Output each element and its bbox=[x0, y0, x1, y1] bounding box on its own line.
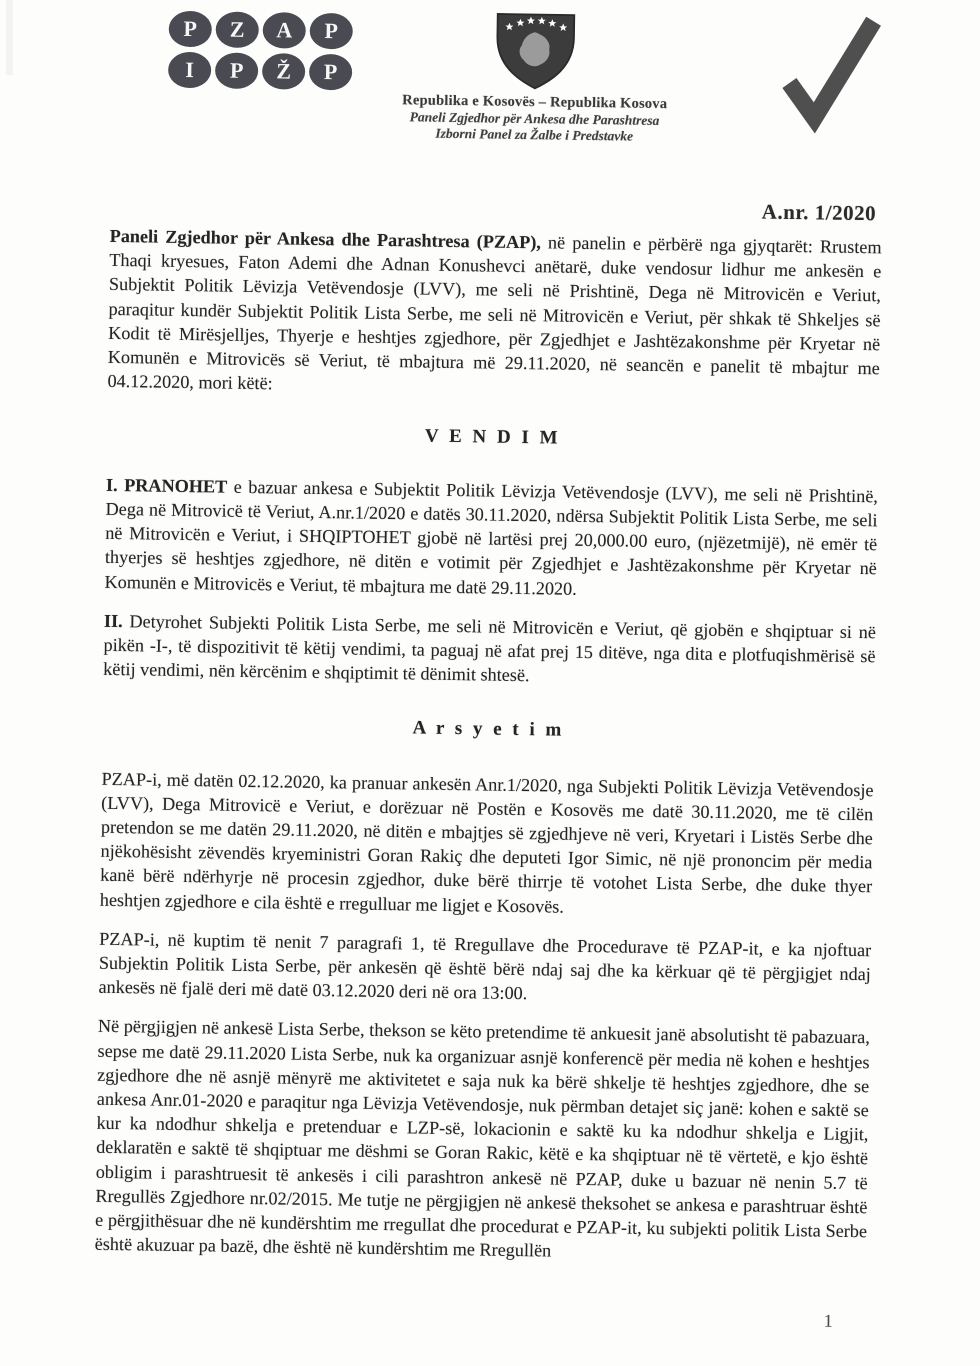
logo-letter: P bbox=[309, 13, 353, 50]
reasoning-heading: A r s y e t i m bbox=[412, 717, 565, 741]
reasoning-paragraph-2: PZAP-i, në kuptim të nenit 7 paragrafi 1, të Rregullave dhe Procedurave të PZAP-it, e ka njoftuar Subjektin Politik Lista Serbe, për ankesën që është bërë ndaj saj dhe ka kërkuar që të përgjigjet ndaj ankesës në fjalë deri më datë 03.12.2020 deri në ora 13:00. bbox=[98, 928, 872, 1004]
logo-letter: Ž bbox=[262, 53, 306, 90]
reasoning-paragraph-3: Në përgjigjen në ankesë Lista Serbe, thekson se këto pretendime të ankuesit janë absolutisht të pabazuara, sepse me datë 29.11.2020 Lista Serbe, nuk ka organizuar asnjë konferencë për media në kohen e heshtjes zgjedhore dhe në asnjë mënyrë me aktivitetet e saja nuk ka bërë shkelje të heshtjes zgjedhore, dhe se ankesa Anr.01-2020 e paraqitur nga Lëvizja Vetëvendosje, nuk përmban detajet siç janë: kohen e saktë se kur ka ndodhur shkelja e pretenduar e LZP-së, lokacionin e saktë ku ka ndodhur shkelja e Ligjit, deklaratën e saktë të shqiptuar me dëshmi se Goran Rakic, këtë e ka shqiptuar në të vërtetë, e kjo është obligim i parashtruesit të ankesës i cili parashtron ankesë në PZAP, duke u bazuar në nenin 5.7 të Rregullës Zgjedhore nr.02/2015. Me tutje ne përgjigjen në ankesë theksohet se ankesa e parashtruar është e përgjithësuar dhe në kundërshtim me rregullat dhe procedurat e PZAP-it, ku subjekti politik Lista Serbe është akuzuar pa bazë, dhe është në kundërshtim me Rregullën bbox=[94, 1016, 871, 1261]
logo-letter: Z bbox=[215, 11, 259, 48]
institution-line-3: Izborni Panel za Žalbe i Predstavke bbox=[435, 125, 634, 144]
decision-heading: V E N D I M bbox=[424, 425, 561, 449]
intro-text: në panelin e përbërë nga gjyqtarët: Rrustem Thaqi kryesues, Faton Ademi dhe Adnan Konushevci anëtarë, duke vendosur lidhur me ankesën e Subjektit Politik Lëvizja Vetëvendosje (LVV), me seli në Prishtinë, Dega në Mitrovicën e Veriut, paraqitur kundër Subjektit Politik Lista Serbe, me seli në Mitrovicën e Veriut, për shkak të Shkeljes së Kodit të Mirësjelljes, Thyerje e heshtjes zgjedhore, për Zgjedhjet e Jashtëzakonshme për Kryetar në Komunën e Mitrovicës së Veriut, të mbajtura më 29.11.2020, në seancën e panelit të mbajtur me 04.12.2020, mori këtë: bbox=[107, 232, 882, 394]
document-body bbox=[94, 224, 881, 1283]
logo-letter: I bbox=[168, 52, 212, 89]
checkmark-icon bbox=[777, 12, 883, 146]
institution-block bbox=[377, 6, 693, 146]
reasoning-paragraph-1: PZAP-i, më datën 02.12.2020, ka pranuar ankesën Anr.1/2020, nga Subjekti Politik Lëvizja Vetëvendosje (LVV), Dega Mitrovicë e Veriut, e dorëzuar në Postën e Kosovës me datë 30.11.2020, me të cilën pretendon se me datën 29.11.2020, në ditën e mbajtjes së zgjedhjeve në veri, Kryetari i Listës Serbe dhe njëkohësisht zëvendës kryeministri Goran Rakiç dhe deputeti Igor Simic, në një prononcim për media kanë bërë ndërhyrje në procesin zgjedhor, duke bërë thirrje të votohet Lista Serbe, dhe duke thyer heshtjen zgjedhore e cila është e rregulluar me ligjet e Kosovës. bbox=[99, 768, 874, 917]
kosovo-coat-of-arms-icon bbox=[487, 7, 584, 90]
page-number: 1 bbox=[823, 1310, 833, 1331]
institution-line-1: Republika e Kosovës – Republika Kosova bbox=[402, 92, 668, 113]
logo-letter: P bbox=[309, 54, 353, 91]
decision-item-2 bbox=[103, 609, 876, 693]
intro-lead: Paneli Zgjedhor për Ankesa dhe Parashtresa (PZAP), bbox=[109, 225, 542, 253]
decision-item-2-text: Detyrohet Subjekti Politik Lista Serbe, me seli në Mitrovicën e Veriut, që gjobën e shqiptuar si në pikën -I-, të dispozitivit të këtij vendimi, ta paguaj në afat prej 15 ditëve, nga dita e plotfuqishmërisë së këtij vendimi, nën kërcënim e shqiptimit të dënimit shtesë. bbox=[103, 610, 877, 686]
case-number: A.nr. 1/2020 bbox=[761, 199, 877, 226]
pzap-logo-row-1 bbox=[168, 11, 353, 50]
decision-item-1-lead: I. PRANOHET bbox=[105, 474, 228, 497]
logo-letter: P bbox=[215, 52, 259, 89]
decision-item-1-text: e bazuar ankesa e Subjektit Politik Lëvizja Vetëvendosje (LVV), me seli në Prishtinë, Dega në Mitrovicë të Veriut, A.nr.1/2020 e datës 30.11.2020, ndërsa Subjektit Politik Lista Serbe, me seli në Mitrovicën e Veriut, i SHQIPTOHET gjobë në lartësi prej 20,000.00 euro, (njëzetmijë), në emër të thyerjes së heshtjes zgjedhore, në ditën e votimit për Zgjedhjet e Jashtëzakonshme për Kryetar në Komunën e Mitrovicës e Veriut, të mbajtura me datë 29.11.2020. bbox=[104, 476, 879, 599]
decision-item-2-lead: II. bbox=[103, 610, 123, 631]
intro-paragraph bbox=[107, 224, 881, 405]
pzap-logo-row-2 bbox=[168, 52, 353, 91]
document-header bbox=[0, 0, 980, 163]
logo-letter: A bbox=[262, 12, 306, 49]
decision-item-1 bbox=[104, 473, 878, 605]
institution-line-2: Paneli Zgjedhor për Ankesa dhe Parashtresa bbox=[409, 109, 660, 129]
logo-letter: P bbox=[168, 11, 212, 48]
pzap-logo bbox=[168, 11, 353, 96]
